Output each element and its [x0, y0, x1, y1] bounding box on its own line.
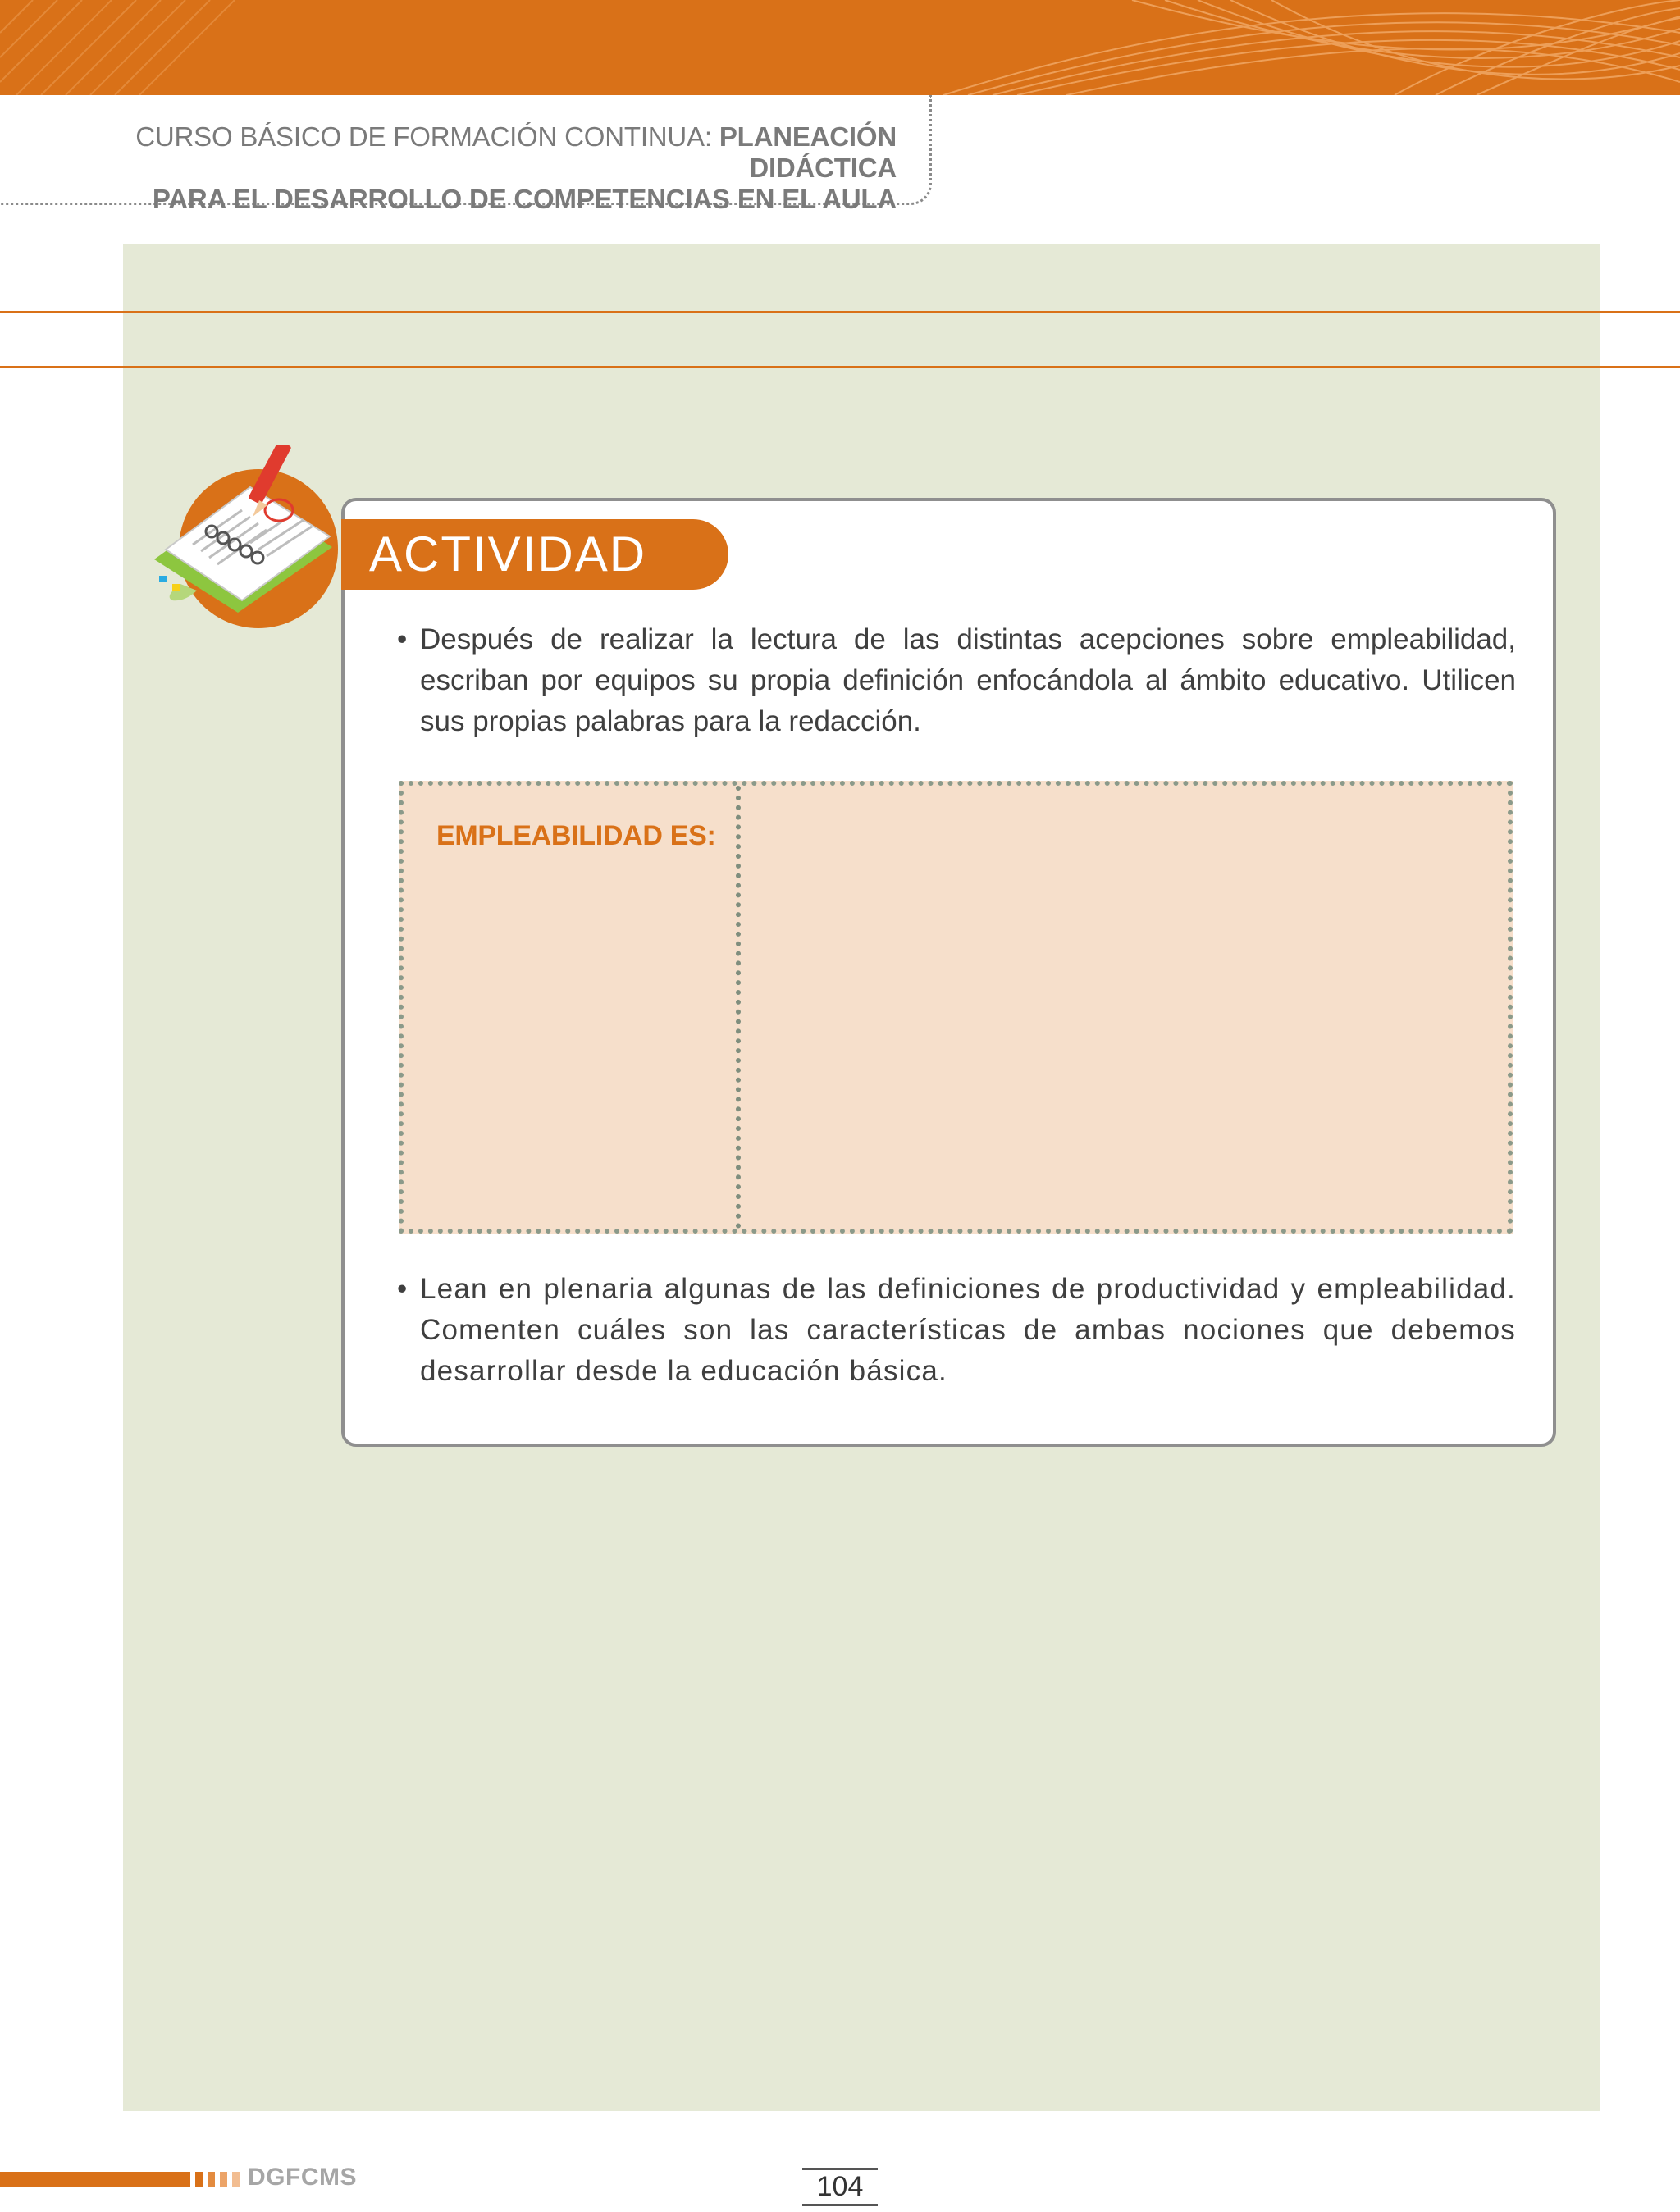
bullet: •: [397, 623, 408, 655]
footer-tick: [220, 2172, 227, 2187]
notebook-pencil-icon: [148, 445, 353, 641]
top-banner: [0, 0, 1680, 95]
page-number: 104: [802, 2168, 878, 2206]
footer-tick: [208, 2172, 215, 2187]
footer-bar: [0, 2172, 190, 2187]
activity-tab: [341, 519, 728, 590]
activity-item-text: Después de realizar la lectura de las distintas acepciones sobre empleabilidad, escriban por equipos su propia definición enfocándola al ámbito educativo. Utilicen sus propias palabras para la redacción.: [420, 623, 1516, 737]
running-header-line-2: PARA EL DESARROLLO DE COMPETENCIAS EN EL AULA: [152, 184, 897, 214]
activity-title: ACTIVIDAD: [369, 527, 647, 582]
activity-item-text: Lean en plenaria algunas de las definiciones de productividad y empleabilidad. Comenten cuáles son las características de ambas nociones que debemos desarrollar desde la educación básica.: [420, 1273, 1516, 1387]
bullet: •: [397, 1273, 409, 1305]
running-header-text: [0, 121, 897, 215]
activity-item: [397, 1269, 1516, 1392]
definition-label: EMPLEABILIDAD ES:: [436, 820, 716, 851]
orange-rule-bottom: [0, 366, 1680, 368]
running-header: [0, 95, 932, 214]
activity-item: [397, 619, 1516, 742]
definition-divider: [736, 786, 741, 1229]
footer-organization: DGFCMS: [248, 2164, 357, 2191]
banner-wave-pattern: [0, 0, 1680, 95]
footer-tick: [195, 2172, 203, 2187]
definition-answer-area[interactable]: [748, 786, 1508, 1229]
footer-tick: [232, 2172, 240, 2187]
definition-box: [399, 781, 1513, 1234]
orange-rule-top: [0, 311, 1680, 313]
footer-ticks: [195, 2172, 240, 2187]
running-header-line-1: CURSO BÁSICO DE FORMACIÓN CONTINUA: PLANEACIÓN DIDÁCTICA: [135, 121, 897, 183]
